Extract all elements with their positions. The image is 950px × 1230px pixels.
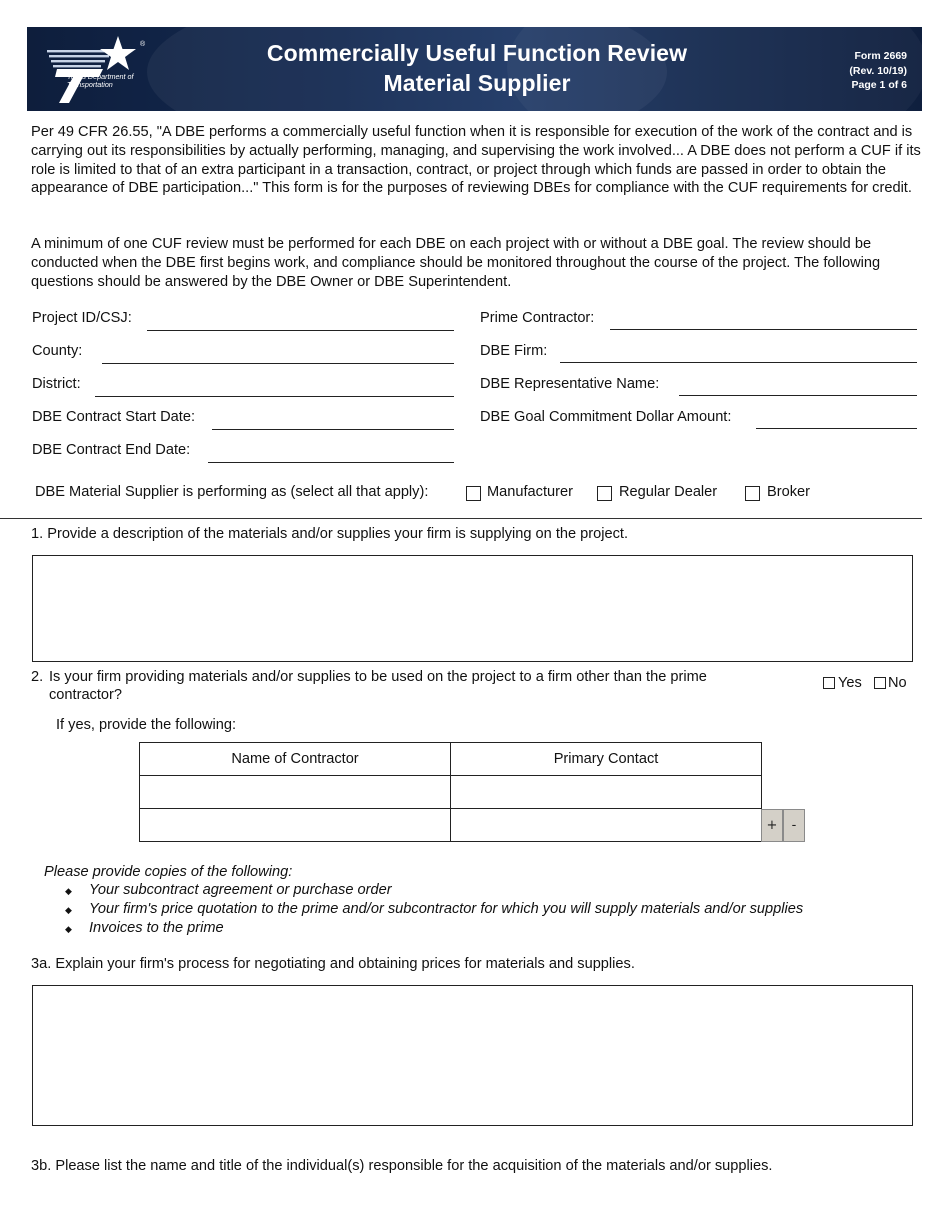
q3a-answer-box[interactable] — [32, 985, 913, 1126]
start-date-field[interactable] — [212, 429, 454, 430]
copies-item: Your subcontract agreement or purchase order — [89, 882, 392, 898]
end-date-field[interactable] — [208, 462, 454, 463]
regular-dealer-label: Regular Dealer — [619, 484, 718, 500]
dbe-rep-field[interactable] — [679, 395, 917, 396]
copies-intro: Please provide copies of the following: — [44, 864, 293, 880]
page-indicator: Page 1 of 6 — [851, 79, 907, 91]
section-divider — [0, 518, 922, 519]
question-2-line2: contractor? — [49, 687, 123, 703]
table-cell-name[interactable] — [140, 809, 451, 842]
add-row-button[interactable]: + — [761, 809, 783, 842]
form-title: Commercially Useful Function Review — [266, 40, 688, 66]
q2-yes-checkbox[interactable] — [823, 677, 835, 689]
copies-item: Invoices to the prime — [89, 920, 224, 936]
county-field[interactable] — [102, 363, 454, 364]
project-id-field[interactable] — [147, 330, 454, 331]
form-subtitle: Material Supplier — [383, 70, 571, 96]
start-date-label: DBE Contract Start Date: — [32, 409, 196, 425]
txdot-logo — [41, 33, 153, 107]
goal-amount-label: DBE Goal Commitment Dollar Amount: — [480, 409, 732, 425]
question-1: 1. Provide a description of the materials and/or supplies your firm is supplying on the project. — [31, 526, 629, 542]
table-header-row — [140, 743, 762, 776]
remove-row-button[interactable]: - — [783, 809, 805, 842]
prime-contractor-label: Prime Contractor: — [480, 310, 595, 326]
txdot-star-logo-icon — [41, 33, 153, 107]
form-number: Form 2669 — [854, 50, 907, 62]
question-2-number: 2. — [31, 669, 44, 685]
goal-amount-field[interactable] — [756, 428, 917, 429]
broker-label: Broker — [767, 484, 810, 500]
copies-item: Your firm's price quotation to the prime and/or subcontractor for which you will supply materials and/or supplies — [89, 901, 804, 917]
project-id-label: Project ID/CSJ: — [32, 310, 132, 326]
question-3a: 3a. Explain your firm's process for negotiating and obtaining prices for materials and supplies. — [31, 956, 635, 972]
q2-yes-label: Yes — [838, 675, 862, 691]
table-header-name: Name of Contractor — [140, 743, 451, 776]
table-header-contact: Primary Contact — [451, 743, 762, 776]
district-label: District: — [32, 376, 81, 392]
header-banner — [27, 27, 922, 111]
form-meta — [849, 49, 907, 93]
regular-dealer-checkbox[interactable] — [597, 486, 612, 501]
q2-no-label: No — [888, 675, 907, 691]
intro-paragraph: Per 49 CFR 26.55, "A DBE performs a commercially useful function when it is responsible for execution of the work of the contract and is carrying out its responsibilities by actually performing, managing, and supervising the work involved... A DBE does not perform a CUF if its role is limited to that of an extra participant in a transaction, contract, or project through which funds are passed in order to obtain the appearance of DBE participation..." This form is for the purposes of reviewing DBEs for compliance with the CUF requirements for credit. — [31, 124, 921, 197]
question-2-line1: Is your firm providing materials and/or supplies to be used on the project to a firm other than the prime — [49, 669, 707, 685]
bullet-icon: ◆ — [65, 886, 72, 896]
end-date-label: DBE Contract End Date: — [32, 442, 191, 458]
table-row — [140, 809, 762, 842]
dbe-rep-label: DBE Representative Name: — [480, 376, 660, 392]
bullet-icon: ◆ — [65, 905, 72, 915]
logo-text: Texas Department of Transportation — [67, 72, 134, 89]
district-field[interactable] — [95, 396, 454, 397]
contractor-table — [139, 742, 762, 842]
form-revision: (Rev. 10/19) — [849, 64, 907, 77]
broker-checkbox[interactable] — [745, 486, 760, 501]
question-3b: 3b. Please list the name and title of the individual(s) responsible for the acquisition of the materials and/or supplies. — [31, 1158, 773, 1174]
table-cell-name[interactable] — [140, 776, 451, 809]
table-cell-contact[interactable] — [451, 776, 762, 809]
bullet-icon: ◆ — [65, 924, 72, 934]
q1-answer-box[interactable] — [32, 555, 913, 662]
dbe-firm-label: DBE Firm: — [480, 343, 548, 359]
dbe-firm-field[interactable] — [560, 362, 917, 363]
county-label: County: — [32, 343, 83, 359]
manufacturer-checkbox[interactable] — [466, 486, 481, 501]
instructions-paragraph: A minimum of one CUF review must be performed for each DBE on each project with or without a DBE goal. The review should be conducted when the DBE first begins work, and compliance should be monitored throughout the course of the project. The following questions should be answered by the DBE Owner or DBE Superintendent. — [31, 236, 881, 290]
table-row — [140, 776, 762, 809]
prime-contractor-field[interactable] — [610, 329, 917, 330]
supplier-role-label: DBE Material Supplier is performing as (select all that apply): — [35, 484, 429, 500]
if-yes-instruction: If yes, provide the following: — [56, 717, 237, 733]
table-cell-contact[interactable] — [451, 809, 762, 842]
registered-mark: ® — [140, 41, 146, 48]
q2-no-checkbox[interactable] — [874, 677, 886, 689]
manufacturer-label: Manufacturer — [487, 484, 573, 500]
